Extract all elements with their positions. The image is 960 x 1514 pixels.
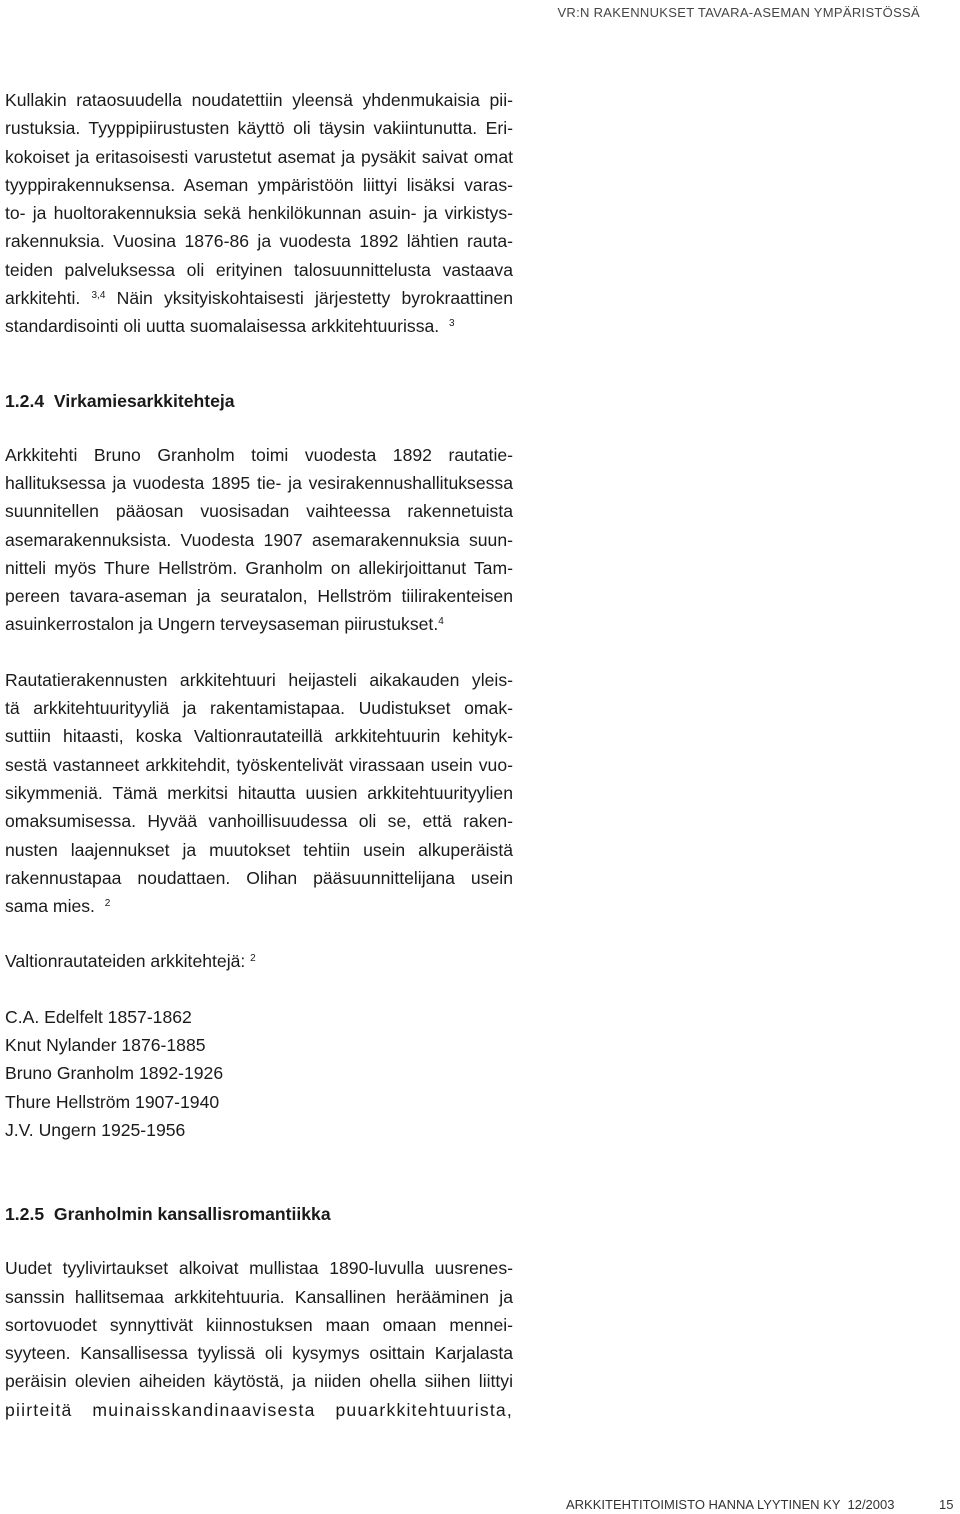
list-title: [5, 947, 513, 975]
text-line: rustuksia. Tyyppipiirustusten käyttö oli täysin vakiintunutta. Eri-: [5, 118, 513, 139]
text-line: Rautatierakennusten arkkitehtuuri heijasteli aikakauden yleis-: [5, 669, 513, 690]
text-fragment: Valtionrautateiden arkkitehtejä:: [5, 951, 246, 972]
text-line: peräisin olevien aiheiden käytöstä, ja niiden ohella siihen liittyi: [5, 1371, 513, 1392]
text-line: to- ja huoltorakennuksia sekä henkilökunnan asuin- ja virkistys-: [5, 203, 513, 224]
list-item: C.A. Edelfelt 1857-1862: [5, 1006, 192, 1027]
page-number: 15: [939, 1497, 954, 1512]
text-line: syyteen. Kansallisessa tyylissä oli kysymys osittain Karjalasta: [5, 1343, 513, 1364]
paragraph-1: [5, 86, 513, 341]
text-fragment: asuinkerrostalon ja Ungern terveysaseman piirustukset.: [5, 614, 439, 635]
body-column: [5, 86, 513, 1424]
text-line: Kullakin rataosuudella noudatettiin yleensä yhdenmukaisia pii-: [5, 90, 513, 110]
architect-list: [5, 1003, 513, 1144]
text-fragment: standardisointi oli uutta suomalaisessa arkkitehtuurissa.: [5, 316, 440, 337]
text-line: hallituksessa ja vuodesta 1895 tie- ja vesirakennushallituksessa: [5, 472, 513, 493]
list-item: Knut Nylander 1876-1885: [5, 1035, 206, 1056]
text-line: pereen tavara-aseman ja seuratalon, Hellström tiilirakenteisen: [5, 586, 513, 607]
text-line: [5, 892, 513, 920]
paragraph-2: [5, 441, 513, 639]
list-item: J.V. Ungern 1925-1956: [5, 1119, 186, 1140]
footer-publisher: ARKKITEHTITOIMISTO HANNA LYYTINEN KY 12/2003: [566, 1497, 895, 1512]
footnote-ref: 2: [104, 898, 111, 910]
list-item: Bruno Granholm 1892-1926: [5, 1063, 224, 1084]
running-head: VR:N RAKENNUKSET TAVARA-ASEMAN YMPÄRISTÖSSÄ: [557, 5, 920, 20]
text-line: teiden palveluksessa oli erityinen talosuunnittelusta vastaava: [5, 259, 513, 280]
footnote-ref: 2: [250, 953, 256, 965]
text-line: suunnitellen pääosan vuosisadan vaihteessa rakennetuista: [5, 501, 513, 522]
text-line: [5, 312, 513, 340]
text-line: kokoiset ja eritasoisesti varustetut asemat ja pysäkit saivat omat: [5, 146, 513, 167]
footnote-ref: 3: [448, 318, 455, 330]
paragraph-4: [5, 1254, 513, 1424]
text-fragment: sama mies.: [5, 896, 95, 917]
section-heading-1-2-5: [5, 1200, 513, 1228]
text-line: suttiin hitaasti, koska Valtionrautateillä arkkitehtuurin kehityk-: [5, 726, 513, 747]
text-line: sikymmeniä. Tämä merkitsi hitautta uusien arkkitehtuurityylien: [5, 782, 513, 803]
text-line: Arkkitehti Bruno Granholm toimi vuodesta 1892 rautatie-: [5, 444, 513, 465]
text-line: omaksumisessa. Hyvää vanhoillisuudessa oli se, että raken-: [5, 811, 513, 832]
text-line: Uudet tyylivirtaukset alkoivat mullistaa 1890-luvulla uusrenes-: [5, 1258, 513, 1279]
text-line: rakennustapaa noudattaen. Olihan pääsuunnittelijana usein: [5, 867, 513, 888]
text-line: nitteli myös Thure Hellström. Granholm on allekirjoittanut Tam-: [5, 557, 513, 578]
text-line: piirteitä muinaisskandinaavisesta puuarkkitehtuurista,: [5, 1399, 513, 1420]
text-line: rakennuksia. Vuosina 1876-86 ja vuodesta 1892 lähtien rauta-: [5, 231, 513, 252]
section-number: 1.2.5: [5, 1204, 45, 1225]
section-title: Virkamiesarkkitehteja: [53, 390, 235, 411]
text-line: sestä vastanneet arkkitehdit, työskentelivät virassaan usein vuo-: [5, 754, 513, 775]
text-line: sanssin hallitsemaa arkkitehtuuria. Kansallinen herääminen ja: [5, 1286, 513, 1307]
text-line: tä arkkitehtuurityyliä ja rakentamistapaa. Uudistukset omak-: [5, 698, 513, 719]
text-line: sortovuodet synnyttivät kiinnostuksen maan omaan mennei-: [5, 1314, 513, 1335]
text-line: tyyppirakennuksensa. Aseman ympäristöön liittyi lisäksi varas-: [5, 174, 513, 195]
text-line: [5, 284, 513, 312]
page-footer: [566, 1497, 956, 1512]
paragraph-3: [5, 666, 513, 921]
list-item: Thure Hellström 1907-1940: [5, 1091, 220, 1112]
section-title: Granholmin kansallisromantiikka: [53, 1204, 331, 1225]
footnote-ref: 4: [438, 616, 444, 628]
footnote-ref: 3,4: [91, 290, 106, 302]
text-fragment: arkkitehti.: [5, 288, 81, 309]
section-number: 1.2.4: [5, 390, 45, 411]
text-fragment: Näin yksityiskohtaisesti järjestetty byrokraattinen: [105, 288, 513, 309]
text-line: [5, 610, 513, 638]
section-heading-1-2-4: [5, 387, 513, 415]
text-line: nusten laajennukset ja muutokset tehtiin usein alkuperäistä: [5, 839, 513, 860]
text-line: asemarakennuksista. Vuodesta 1907 asemarakennuksia suun-: [5, 529, 513, 550]
